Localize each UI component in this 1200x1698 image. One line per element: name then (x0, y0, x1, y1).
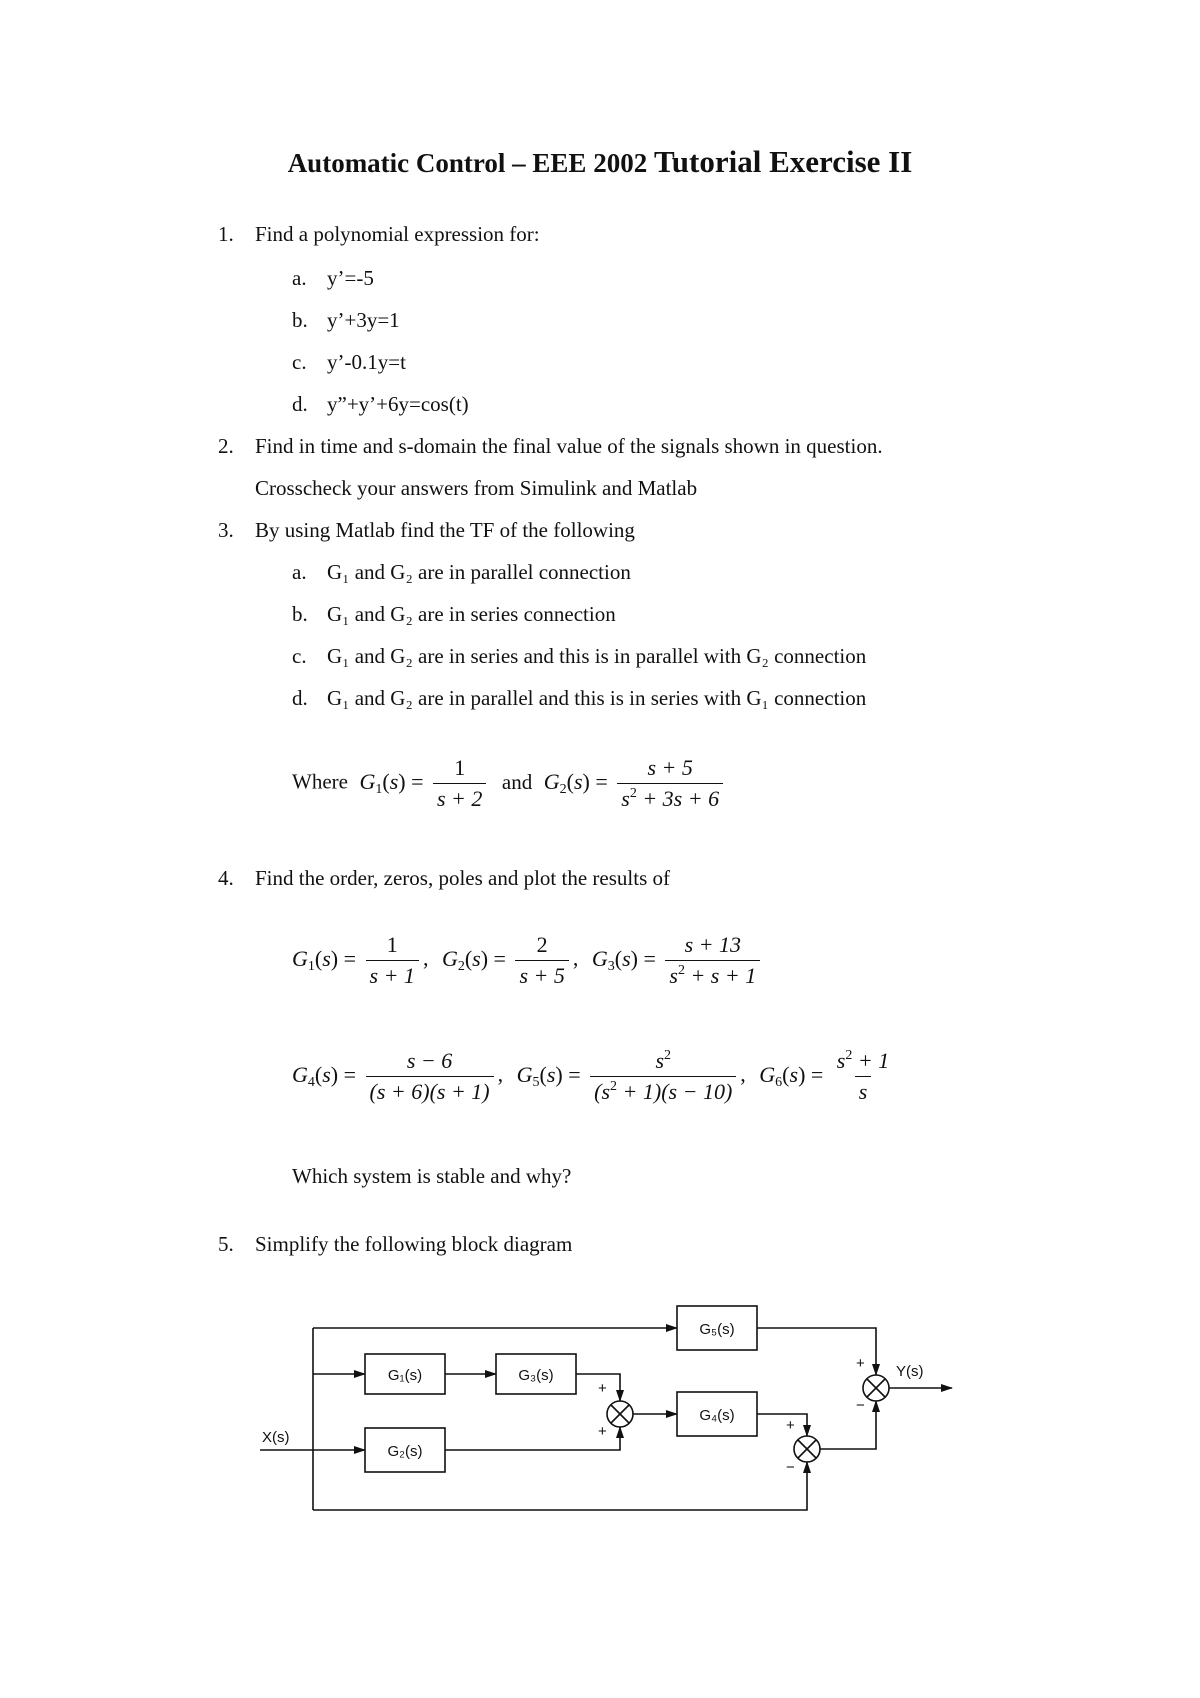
title-tail: Tutorial Exercise II (653, 144, 913, 179)
bottom-branch-line (313, 1462, 807, 1510)
g3-label: G₃(s) (518, 1367, 554, 1384)
q3a-text: G₁ and G₂ are in parallel connection (327, 560, 631, 584)
sum2-minus-bottom: − (786, 1459, 795, 1476)
q1c-label: c. (292, 350, 307, 374)
q4-text: Find the order, zeros, poles and plot the results of (255, 866, 670, 890)
q4-equations-row1: $G_1(s)$ = $\frac{1}{s + 1}$ , $G_2(s)$ = $\frac{2}{s + 5}$ , $G_3(s)$ = $\frac{s + 13}{s^2 + s + 1}$ (292, 932, 764, 989)
q3d-text: G₁ and G₂ are in parallel and this is in series with G₁ connection (327, 686, 867, 710)
q3b-label: b. (292, 602, 308, 626)
g1-numerator: 1 (386, 932, 398, 957)
q3d-label: d. (292, 686, 308, 710)
sum-junction-2 (794, 1436, 820, 1462)
sum3-plus-top: + (856, 1355, 865, 1372)
g4-numerator: s − 6 (406, 1048, 453, 1073)
q4-stability-question: Which system is stable and why? (292, 1164, 572, 1188)
q1b-label: b. (292, 308, 308, 332)
where-label: Where (292, 769, 348, 794)
g1-label: G₁(s) (387, 1367, 423, 1384)
q3c-label: c. (292, 644, 307, 668)
g5-denominator: $(s^2 + 1)(s - 10)$ (590, 1076, 736, 1105)
g2-numerator: s + 5 (647, 755, 693, 780)
q1d-text: y”+y’+6y=cos(t) (327, 392, 469, 416)
g1-numerator: 1 (454, 755, 466, 780)
g6-denominator: s (855, 1076, 872, 1105)
g2-denominator: s + 5 (515, 960, 568, 989)
g2-label: G₂(s) (387, 1443, 423, 1460)
input-label: X(s) (262, 1429, 290, 1446)
q3c-text: G₁ and G₂ are in series and this is in parallel with G₂ connection (327, 644, 867, 668)
q3-text: By using Matlab find the TF of the following (255, 518, 635, 542)
g4-denominator: (s + 6)(s + 1) (366, 1076, 494, 1105)
g4-label: G₄(s) (699, 1407, 735, 1424)
g5-label: G₅(s) (699, 1321, 735, 1338)
g2-out-line (445, 1427, 620, 1450)
g1-denominator: s + 1 (366, 960, 419, 989)
q1c-text: y’-0.1y=t (327, 350, 406, 374)
q2-text: Find in time and s-domain the final value of the signals shown in question. (255, 434, 883, 458)
sum2-sum3-line (820, 1401, 876, 1449)
q1a-label: a. (292, 266, 307, 290)
q2-text-line2: Crosscheck your answers from Simulink and Matlab (255, 476, 698, 500)
q1d-label: d. (292, 392, 308, 416)
q1a-text: y’=-5 (327, 266, 374, 290)
sum3-minus-bottom: − (856, 1397, 865, 1414)
q3b-text: G₁ and G₂ are in series connection (327, 602, 616, 626)
q3-equations: Where $G_1(s)$ = $\frac{1}{s + 2}$ and $G_2(s)$ = $\frac{s + 5}{s^2 + 3s + 6}$ (292, 755, 727, 812)
g2-denominator: $s^2 + 3s + 6$ (617, 783, 723, 812)
g3-denominator: $s^2 + s + 1$ (665, 960, 760, 989)
q1-text: Find a polynomial expression for: (255, 222, 540, 246)
g5-numerator: $s^2$ (655, 1048, 671, 1073)
sum2-plus-top: + (786, 1417, 795, 1434)
q2-number: 2. (218, 434, 234, 458)
q4-equations-row2: $G_4(s)$ = $\frac{s - 6}{(s + 6)(s + 1)}$ , $G_5(s)$ = $\frac{s^2}{(s^2 + 1)(s - 10)}$ , $G_6(s)$ = $\frac{s^2 + 1}{s}$ (292, 1048, 897, 1105)
g6-numerator: $s^2 + 1$ (836, 1048, 890, 1073)
and-label: and (501, 769, 533, 794)
sum-junction-1 (607, 1401, 633, 1427)
sum-junction-3 (863, 1375, 889, 1401)
title-main: Automatic Control – EEE 2002 (287, 148, 648, 178)
g1-denominator: s + 2 (433, 783, 486, 812)
g2-numerator: 2 (536, 932, 548, 957)
q3-number: 3. (218, 518, 234, 542)
q1b-text: y’+3y=1 (327, 308, 400, 332)
q1-number: 1. (218, 222, 234, 246)
sum1-plus-top: + (598, 1380, 607, 1397)
g4-out-line (757, 1414, 807, 1436)
q5-number: 5. (218, 1232, 234, 1256)
q3a-label: a. (292, 560, 307, 584)
output-label: Y(s) (896, 1363, 924, 1380)
sum1-plus-bottom: + (598, 1423, 607, 1440)
g3-numerator: s + 13 (684, 932, 742, 957)
q4-number: 4. (218, 866, 234, 890)
q5-text: Simplify the following block diagram (255, 1232, 573, 1256)
